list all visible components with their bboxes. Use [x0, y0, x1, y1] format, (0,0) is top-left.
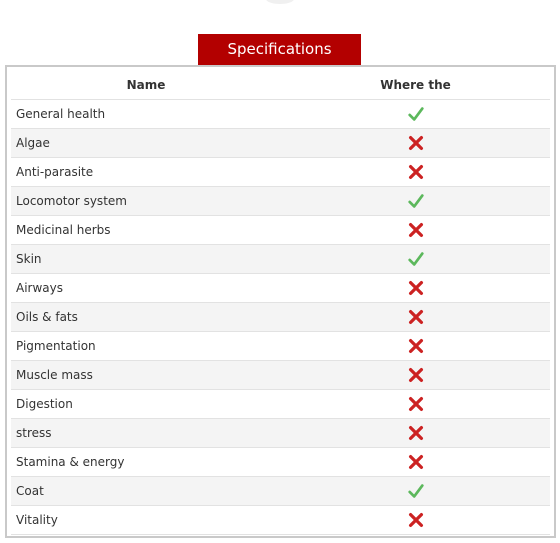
row-name: Vitality	[16, 513, 58, 527]
row-name: Pigmentation	[16, 339, 96, 353]
cross-icon	[407, 308, 425, 326]
table-row	[11, 187, 550, 216]
cross-icon	[407, 279, 425, 297]
row-name: Anti-parasite	[16, 165, 94, 179]
row-status	[281, 308, 550, 326]
column-header-where: Where the	[380, 77, 451, 92]
table-row	[11, 506, 550, 535]
row-name: Medicinal herbs	[16, 223, 111, 237]
cross-icon	[407, 163, 425, 181]
row-status	[281, 337, 550, 355]
table-row	[11, 274, 550, 303]
table-row	[11, 158, 550, 187]
check-icon	[407, 192, 425, 210]
row-name: Locomotor system	[16, 194, 127, 208]
top-decoration	[266, 0, 294, 4]
row-status	[281, 424, 550, 442]
cross-icon	[407, 511, 425, 529]
row-status	[281, 192, 550, 210]
row-status	[281, 134, 550, 152]
tab-specifications[interactable]: Specifications	[198, 34, 361, 65]
row-name: Algae	[16, 136, 50, 150]
row-status	[281, 250, 550, 268]
table-row	[11, 129, 550, 158]
row-status	[281, 482, 550, 500]
cross-icon	[407, 395, 425, 413]
cross-icon	[407, 424, 425, 442]
specifications-panel	[5, 65, 556, 538]
row-name: Coat	[16, 484, 44, 498]
column-header-name: Name	[126, 77, 166, 92]
row-name: General health	[16, 107, 106, 121]
row-status	[281, 395, 550, 413]
table-row	[11, 390, 550, 419]
row-name: stress	[16, 426, 52, 440]
table-row	[11, 303, 550, 332]
row-name: Skin	[16, 252, 42, 266]
cross-icon	[407, 221, 425, 239]
cross-icon	[407, 453, 425, 471]
table-row	[11, 419, 550, 448]
row-status	[281, 453, 550, 471]
specifications-table	[11, 70, 550, 535]
table-row	[11, 361, 550, 390]
check-icon	[407, 105, 425, 123]
check-icon	[407, 482, 425, 500]
table-header-row	[11, 70, 550, 100]
row-status	[281, 105, 550, 123]
table-row	[11, 477, 550, 506]
row-status	[281, 221, 550, 239]
row-status	[281, 279, 550, 297]
row-name: Oils & fats	[16, 310, 78, 324]
cross-icon	[407, 337, 425, 355]
table-row	[11, 448, 550, 477]
table-row	[11, 332, 550, 361]
table-row	[11, 100, 550, 129]
table-row	[11, 245, 550, 274]
table-row	[11, 216, 550, 245]
check-icon	[407, 250, 425, 268]
row-status	[281, 511, 550, 529]
row-name: Airways	[16, 281, 63, 295]
row-name: Digestion	[16, 397, 73, 411]
cross-icon	[407, 366, 425, 384]
row-name: Stamina & energy	[16, 455, 125, 469]
row-name: Muscle mass	[16, 368, 93, 382]
row-status	[281, 366, 550, 384]
cross-icon	[407, 134, 425, 152]
row-status	[281, 163, 550, 181]
